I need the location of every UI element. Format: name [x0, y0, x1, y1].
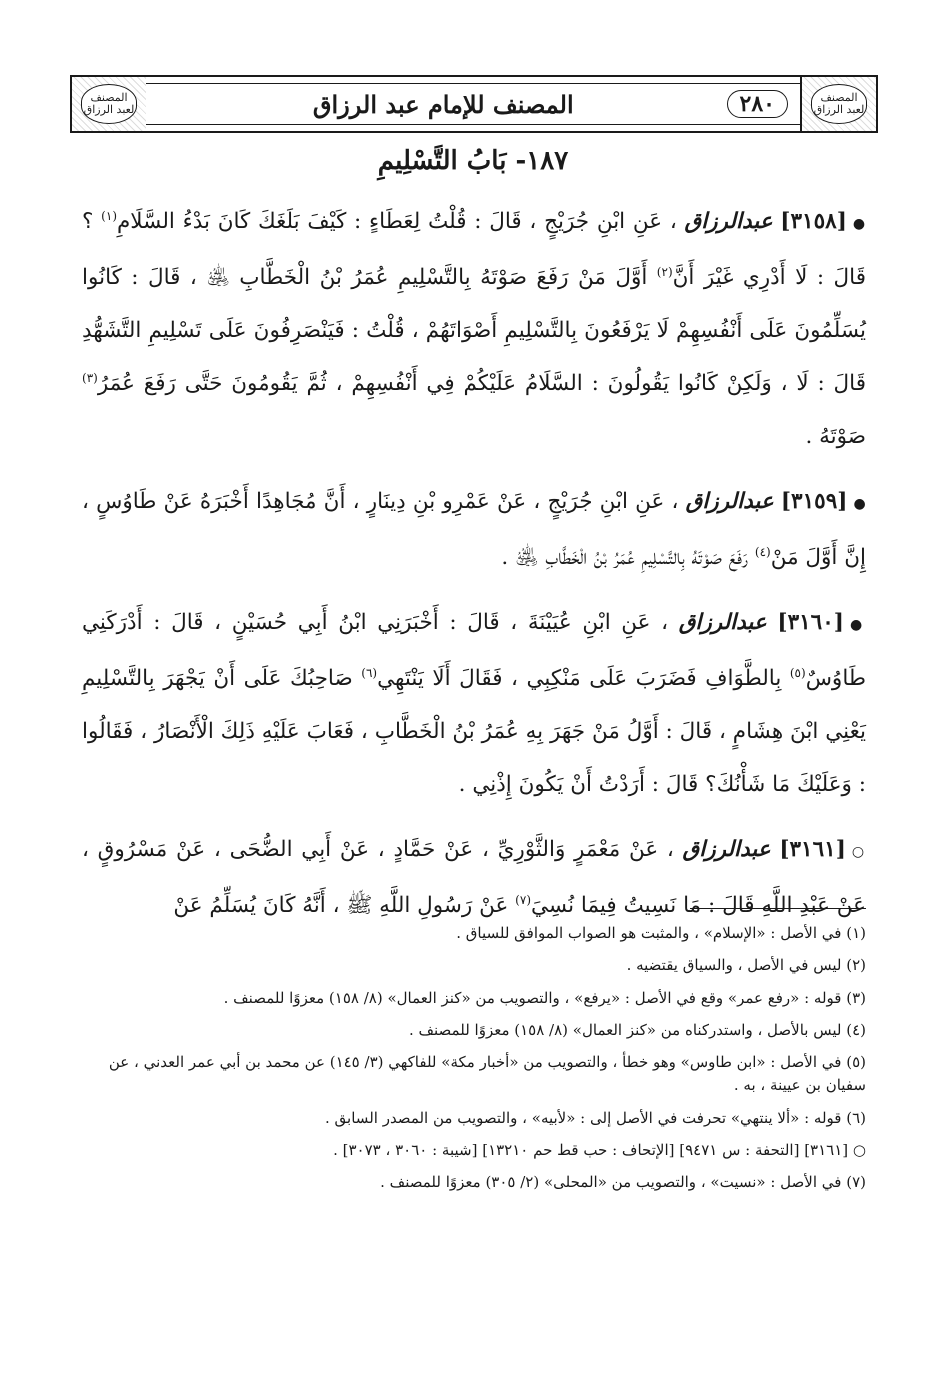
hadith-text: عَنْ رَسُولِ اللَّهِ ﷺ ، أَنَّهُ كَانَ يُسَلِّمُ عَنْ: [173, 893, 509, 918]
hadith-text: ، عَنِ ابْنِ جُرَيْجٍ ، عَنْ عَمْرِو بْنِ دِينَارٍ ، أَنَّ مُجَاهِدًا أَخْبَرَهُ عَنْ طَاوُسٍ ، إِنَّ أَوَّلَ مَنْ: [82, 489, 866, 570]
footnote-divider: [690, 908, 866, 909]
hadith-text: أَوَّلَ مَنْ رَفَعَ صَوْتَهُ بِالتَّسْلِيمِ عُمَرُ بْنُ الْخَطَّابِ ﵁ ، قَالَ : كَانُوا يُسَلِّمُونَ عَلَى أَنْفُسِهِمْ لَا يَرْفَعُونَ بِالتَّسْلِيمِ أَصْوَاتَهُمْ ، قُلْتُ : فَيَنْصَرِفُونَ عَلَى تَسْلِيمِ التَّشَهُّدِ قَالَ : لَا ، وَلَكِنْ كَانُوا يَقُولُونَ : السَّلَامُ عَلَيْكُمْ فِي أَنْفُسِهِمْ ، ثُمَّ يَقُومُونَ حَتَّى رَفَعَ عُمَرُ: [82, 265, 866, 396]
footnote: (٢) ليس في الأصل ، والسياق يقتضيه .: [626, 956, 866, 975]
footnotes: [82, 922, 866, 1203]
page-number: ٢٨٠: [727, 90, 788, 118]
author-name: عبدالرزاق: [678, 610, 767, 635]
hadith-text: ؟ قَالَ : لَا أَدْرِي غَيْرَ أَنَّ: [82, 209, 866, 290]
author-name: عبدالرزاق: [684, 209, 773, 234]
hadith-text: ، عَنْ مَعْمَرٍ وَالثَّوْرِيِّ ، عَنْ حَمَّادٍ ، عَنْ أَبِي الضُّحَى ، عَنْ مَسْرُوقٍ ، عَنْ عَبْدِ اللَّهِ قَالَ : مَا نَسِيتُ فِيمَا نُسِيَ: [82, 837, 866, 918]
hadith-text: ، عَنِ ابْنِ جُرَيْجٍ ، قَالَ : قُلْتُ لِعَطَاءٍ : كَيْفَ بَلَغَكَ كَانَ بَدْءُ السَّلَامِ: [117, 209, 677, 234]
footnote-ref: (٥): [789, 665, 806, 680]
footnote: ○ [٣١٦١] [التحفة : س ٩٤٧١] [الإتحاف : حب قط حم ١٣٢١٠] [شيبة : ٣٠٦٠ ، ٣٠٧٣] .: [333, 1140, 866, 1159]
author-name: عبدالرزاق: [682, 837, 771, 862]
running-title: المصنف للإمام عبد الرزاق: [312, 89, 574, 119]
hadith-entry: [82, 195, 866, 463]
hadith-number: [٣١٦٠]: [777, 610, 844, 635]
footnote-ref: (١): [101, 208, 117, 223]
hadith-text: رَفَعَ صَوْتَهُ بِالتَّسْلِيمِ عُمَرُ بْنُ الْخَطَّابِ ﵁ .: [501, 545, 749, 570]
filled-circle-icon: ●: [853, 496, 866, 512]
header-ornament-left-label: المصنف لعبد الرزاق: [81, 84, 137, 124]
footnote-ref: (٣): [82, 370, 98, 385]
hadith-entry: [82, 475, 866, 584]
hadith-text: صَوْتَهُ .: [805, 424, 866, 449]
hadith-number: [٣١٦١]: [779, 837, 846, 862]
page-header: [70, 75, 878, 133]
header-ornament-left: [70, 75, 148, 133]
filled-circle-icon: ●: [852, 216, 866, 232]
footnote-ref: (٢): [656, 264, 673, 279]
header-band: [146, 75, 802, 133]
hadith-number: [٣١٥٩]: [780, 489, 848, 514]
header-ornament-right: [800, 75, 878, 133]
footnote: (٧) في الأصل : «نسيت» ، والتصويب من «المحلى» (٢/ ٣٠٥) معزوًا للمصنف .: [380, 1173, 866, 1191]
header-ornament-right-label: المصنف لعبد الرزاق: [811, 84, 867, 124]
footnote: (٣) قوله : «رفع عمر» وقع في الأصل : «يرفع» ، والتصويب من «كنز العمال» (٨/ ١٥٨) معزوًا للمصنف .: [223, 988, 866, 1007]
hadith-text: بِالطَّوَافِ فَضَرَبَ عَلَى مَنْكِبِي ، فَقَالَ أَلَا يَنْتَهِي: [377, 666, 782, 691]
hollow-circle-icon: ○: [851, 844, 866, 860]
footnote-ref: (٤): [754, 544, 771, 559]
footnote: (١) في الأصل : «الإسلام» ، والمثبت هو الصواب الموافق للسياق .: [456, 924, 866, 942]
chapter-title: ١٨٧- بَابُ التَّسْلِيمِ: [377, 146, 569, 176]
footnote: (٥) في الأصل : «ابن طاوس» وهو خطأ ، والتصويب من «أخبار مكة» للفاكهي (٣/ ١٤٥) عن محمد بن أبي عمر العدني ، عن سفيان بن عيينة ، به .: [108, 1053, 866, 1095]
hadith-number: [٣١٥٨]: [780, 209, 847, 234]
filled-circle-icon: ●: [849, 617, 866, 633]
main-text: [82, 195, 866, 944]
footnote-ref: (٦): [361, 665, 378, 680]
hadith-entry: [82, 596, 866, 811]
author-name: عبدالرزاق: [685, 489, 774, 514]
footnote-ref: (٧): [515, 892, 531, 907]
hadith-text: صَاحِبُكَ عَلَى أَنْ يَجْهَرَ بِالتَّسْلِيمِ يَعْنِي ابْنَ هِشَامٍ ، قَالَ : أَوَّلُ مَنْ جَهَرَ بِهِ عُمَرُ بْنُ الْخَطَّابِ ، فَعَابَ عَلَيْهِ ذَلِكَ الْأَنْصَارُ ، فَقَالُوا : وَعَلَيْكَ مَا شَأْنُكَ؟ قَالَ : أَرَدْتُ أَنْ يَكُونَ إِذْنِي .: [82, 666, 866, 797]
hadith-entry: [82, 823, 866, 932]
footnote: (٦) قوله : «ألا ينتهي» تحرفت في الأصل إلى : «لأبيه» ، والتصويب من المصدر السابق .: [325, 1108, 866, 1127]
hadith-text: ، عَنِ ابْنِ عُيَيْنَةَ ، قَالَ : أَخْبَرَنِي ابْنُ أَبِي حُسَيْنٍ ، قَالَ : أَدْرَكَنِي طَاوُسٌ: [82, 610, 866, 691]
footnote: (٤) ليس بالأصل ، واستدركناه من «كنز العمال» (٨/ ١٥٨) معزوًا للمصنف .: [408, 1020, 866, 1039]
